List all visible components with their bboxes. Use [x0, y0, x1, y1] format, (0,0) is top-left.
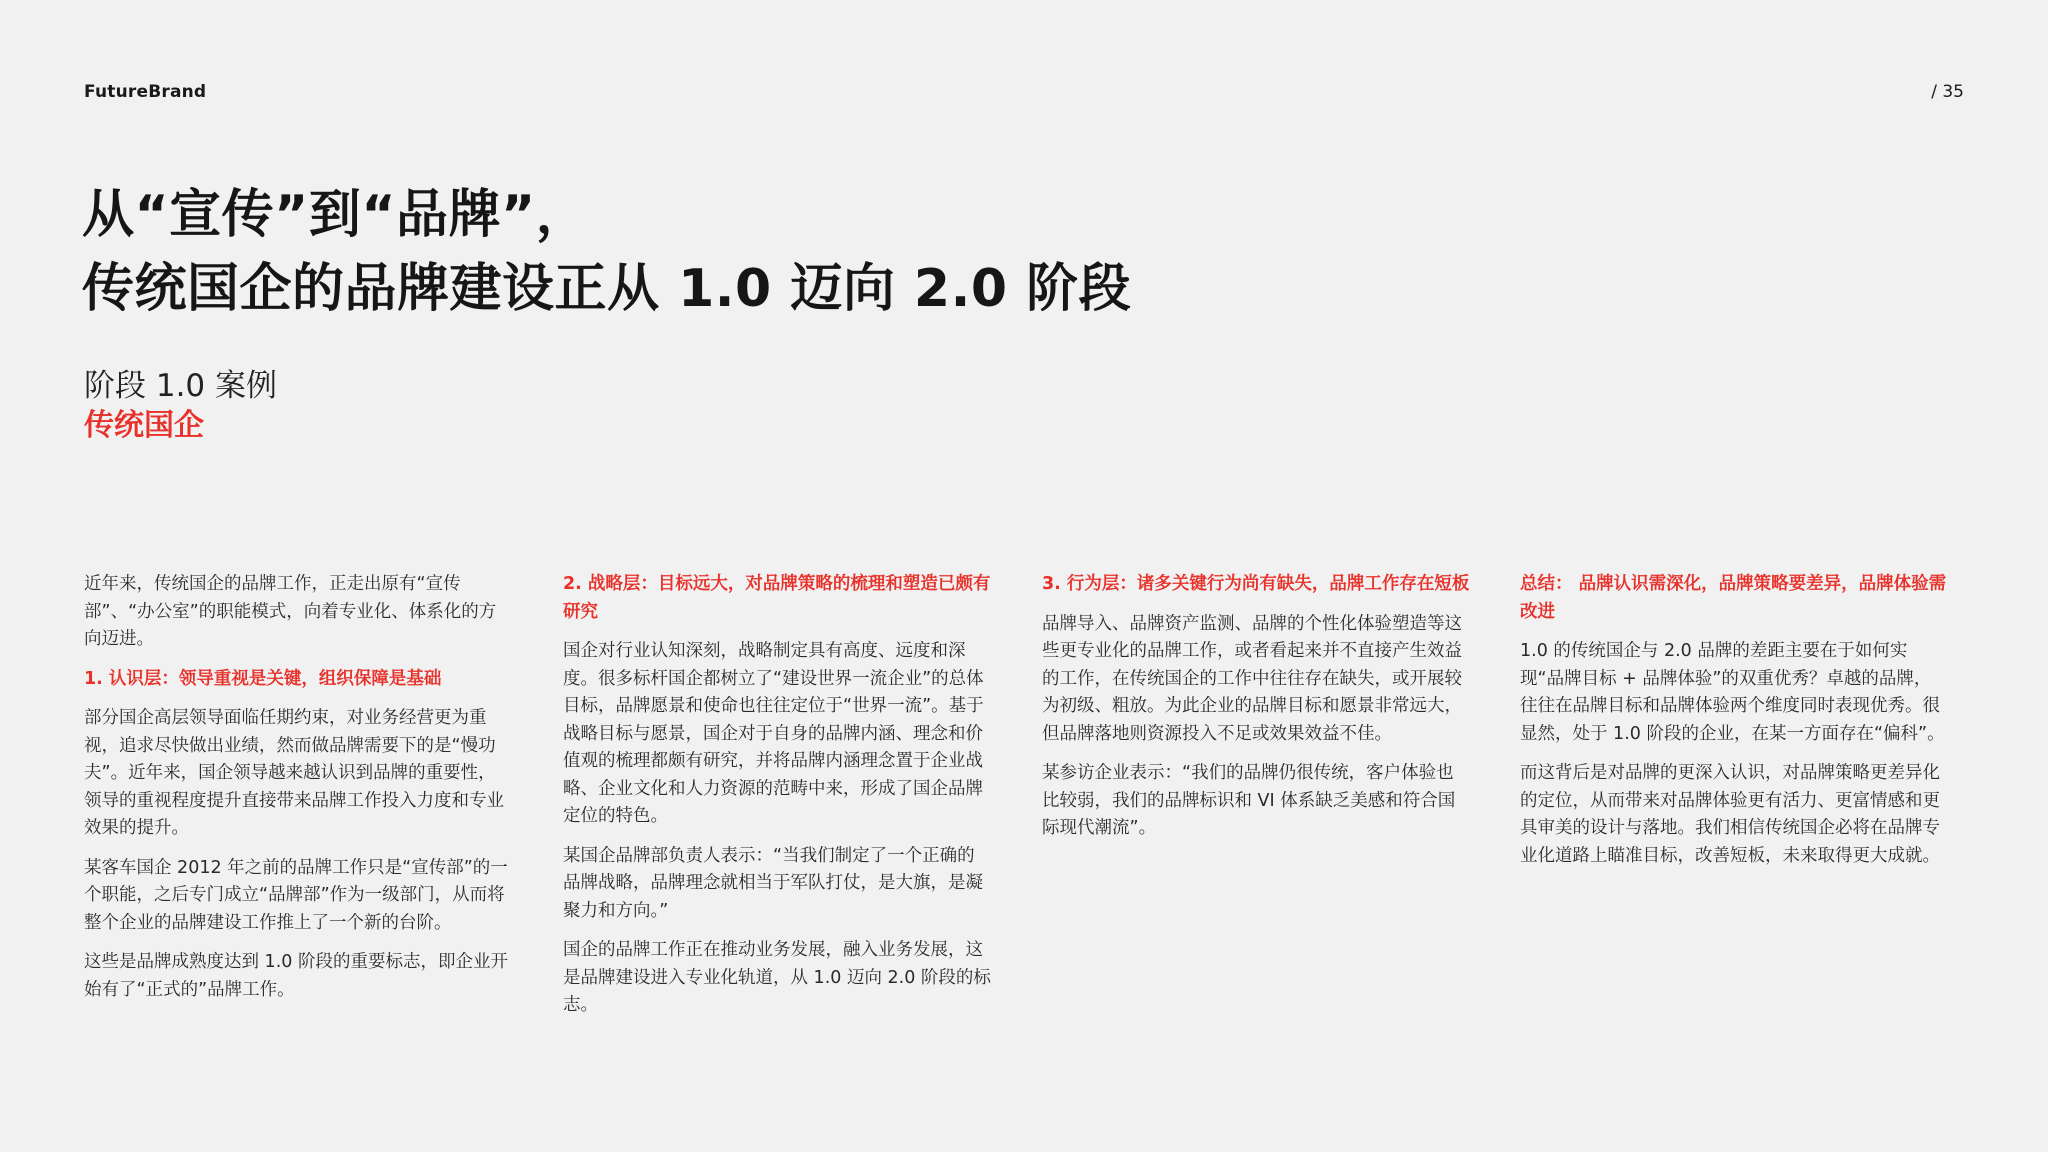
paragraph: 品牌导入、品牌资产监测、品牌的个性化体验塑造等这些更专业化的品牌工作，或者看起来并不直接产生效益的工作，在传统国企的工作中往往存在缺失，或开展较为初级、粗放。为此企业的品牌目标和愿景非常远大，但品牌落地则资源投入不足或效果效益不佳。: [1042, 613, 1462, 744]
section-heading-cognition: 1. 认识层：领导重视是关键，组织保障是基础: [84, 668, 442, 689]
section-heading-strategy: 2. 战略层：目标远大，对品牌策略的梳理和塑造已颇有研究: [563, 574, 991, 622]
paragraph: 部分国企高层领导面临任期约束，对业务经营更为重视，追求尽快做出业绩，然而做品牌需要下的是“慢功夫”。近年来，国企领导越来越认识到品牌的重要性，领导的重视程度提升直接带来品牌工作投入力度和专业效果的提升。: [84, 708, 504, 838]
text-column-2: [563, 571, 991, 1032]
paragraph: 而这背后是对品牌的更深入认识，对品牌策略更差异化的定位，从而带来对品牌体验更有活力、更富情感和更具审美的设计与落地。我们相信传统国企必将在品牌专业化道路上瞄准目标，改善短板，未来取得更大成就。: [1520, 763, 1940, 866]
page-number: / 35: [1931, 82, 1964, 102]
stage-heading: [84, 366, 277, 446]
paragraph: 某国企品牌部负责人表示：“当我们制定了一个正确的品牌战略，品牌理念就相当于军队打仗，是大旗，是凝聚力和方向。”: [563, 845, 983, 921]
stage-subtitle: 传统国企: [84, 408, 204, 443]
page-title-line-2: 传统国企的品牌建设正从 1.0 迈向 2.0 阶段: [82, 259, 1132, 319]
text-column-4: [1520, 571, 1948, 882]
text-column-1: [84, 571, 512, 1016]
intro-paragraph: 近年来，传统国企的品牌工作，正走出原有“宣传部”、“办公室”的职能模式，向着专业化、体系化的方向迈进。: [84, 574, 497, 649]
paragraph: 国企对行业认知深刻，战略制定具有高度、远度和深度。很多标杆国企都树立了“建设世界一流企业”的总体目标，品牌愿景和使命也往往定位于“世界一流”。基于战略目标与愿景，国企对于自身的品牌内涵、理念和价值观的梳理都颇有研究，并将品牌内涵理念置于企业战略、企业文化和人力资源的范畴中来，形成了国企品牌定位的特色。: [563, 641, 984, 826]
page-title: [82, 178, 1131, 326]
section-heading-behavior: 3. 行为层：诸多关键行为尚有缺失，品牌工作存在短板: [1042, 574, 1470, 594]
paragraph: 国企的品牌工作正在推动业务发展，融入业务发展，这是品牌建设进入专业化轨道，从 1.0 迈向 2.0 阶段的标志。: [563, 940, 991, 1015]
paragraph: 某客车国企 2012 年之前的品牌工作只是“宣传部”的一个职能，之后专门成立“品牌部”作为一级部门，从而将整个企业的品牌建设工作推上了一个新的台阶。: [84, 857, 508, 933]
brand-logo-text: FutureBrand: [84, 82, 207, 102]
paragraph: 1.0 的传统国企与 2.0 品牌的差距主要在于如何实现“品牌目标 + 品牌体验”的双重优秀？卓越的品牌，往往在品牌目标和品牌体验两个维度同时表现优秀。很显然，处于 1.0 阶段的企业，在某一方面存在“偏科”。: [1520, 641, 1945, 744]
section-heading-summary: 总结： 品牌认识需深化，品牌策略要差异，品牌体验需改进: [1520, 574, 1947, 622]
text-column-3: [1042, 571, 1470, 855]
page-title-line-1: 从“宣传”到“品牌”，: [82, 185, 589, 245]
paragraph: 某参访企业表示：“我们的品牌仍很传统，客户体验也比较弱，我们的品牌标识和 VI 体系缺乏美感和符合国际现代潮流”。: [1042, 763, 1456, 838]
paragraph: 这些是品牌成熟度达到 1.0 阶段的重要标志，即企业开始有了“正式的”品牌工作。: [84, 952, 508, 1000]
stage-label: 阶段 1.0 案例: [84, 368, 278, 404]
